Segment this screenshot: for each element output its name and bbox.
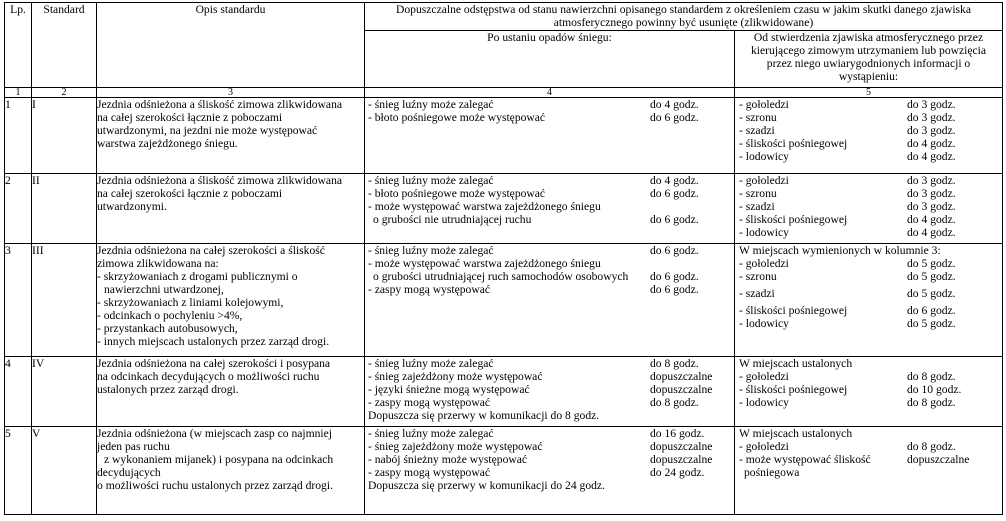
value-limit: do 6 godz.	[650, 283, 699, 296]
value-line	[368, 187, 734, 200]
value-text: o grubości nie utrudniającej ruchu	[373, 213, 532, 226]
value-text: pośniegowa	[744, 466, 800, 479]
row-standard: III	[32, 244, 97, 357]
row-standard: I	[32, 98, 97, 174]
value-line	[739, 304, 1002, 317]
value-limit: do 8 godz.	[650, 357, 699, 370]
value-line	[739, 396, 1002, 409]
value-line	[739, 98, 1002, 111]
description-line: Jezdnia odśnieżona na całej szerokości i posypana	[97, 357, 331, 370]
value-limit: do 6 godz.	[650, 213, 699, 226]
col4-note: Dopuszcza się przerwy w komunikacji do 24 godz.	[368, 479, 605, 492]
table-row	[5, 174, 1003, 244]
value-limit: do 4 godz.	[907, 137, 956, 150]
value-limit: do 3 godz.	[907, 200, 956, 213]
value-line	[368, 453, 734, 466]
value-text: - błoto pośniegowe może występować	[368, 111, 546, 124]
value-text: - śliskości pośniegowej	[739, 137, 848, 150]
value-limit: do 6 godz.	[650, 270, 699, 283]
description-line: - odcinkach o pochyleniu >4%,	[97, 309, 243, 322]
table-row	[5, 357, 1003, 427]
value-line	[368, 440, 734, 453]
value-text: - śnieg luźny może zalegać	[368, 427, 494, 440]
row-standard: IV	[32, 357, 97, 427]
description-line: Jezdnia odśnieżona a śliskość zimowa zlikwidowana	[97, 174, 343, 187]
value-limit: do 6 godz.	[650, 111, 699, 124]
value-limit: do 3 godz.	[907, 98, 956, 111]
value-line	[739, 187, 1002, 200]
description-line: Jezdnia odśnieżona na całej szerokości a śliskość	[97, 244, 325, 257]
value-text: - szronu	[739, 187, 777, 200]
value-line	[739, 370, 1002, 383]
value-text: - szadzi	[739, 287, 775, 300]
value-text: - śnieg luźny może zalegać	[368, 98, 494, 111]
standards-table	[4, 2, 1003, 515]
row-description	[97, 174, 365, 244]
value-limit: do 4 godz.	[907, 150, 956, 163]
table-body	[5, 98, 1003, 515]
value-text: - śliskości pośniegowej	[739, 304, 848, 317]
value-text: - śnieg luźny może zalegać	[368, 174, 494, 187]
value-text: - zaspy mogą występować	[368, 283, 491, 296]
value-line	[368, 370, 734, 383]
description-line: Jezdnia odśnieżona a śliskość zimowa zlikwidowana	[97, 98, 343, 111]
value-limit: dopuszczalne	[650, 383, 713, 396]
value-text: - lodowicy	[739, 226, 789, 239]
value-limit: do 4 godz.	[907, 213, 956, 226]
description-line: o możliwości ruchu ustalonych przez zarząd drogi.	[97, 479, 333, 492]
value-text: - gołoledzi	[739, 370, 789, 383]
header-lp: Lp.	[5, 3, 32, 88]
description-line: - skrzyżowaniach z liniami kolejowymi,	[97, 296, 284, 309]
value-text: - szronu	[739, 270, 777, 283]
value-line	[739, 466, 1002, 479]
value-line	[739, 226, 1002, 239]
value-line	[368, 283, 734, 296]
value-limit: do 5 godz.	[907, 287, 956, 300]
value-limit: do 8 godz.	[650, 396, 699, 409]
description-line: - innych miejscach ustalonych przez zarząd drogi.	[97, 335, 330, 348]
value-text: - szronu	[739, 111, 777, 124]
value-limit: do 3 godz.	[907, 124, 956, 137]
colnum-1: 1	[5, 88, 32, 98]
description-line: jeden pas ruchu	[97, 440, 170, 453]
row-col5	[735, 244, 1003, 357]
description-line: z wykonaniem mijanek) i posypana na odcinkach	[104, 453, 334, 466]
value-limit: do 5 godz.	[907, 257, 956, 270]
value-text: - gołoledzi	[739, 174, 789, 187]
description-line: - skrzyżowaniach z drogami publicznymi o	[97, 270, 298, 283]
value-limit: do 10 godz.	[907, 383, 962, 396]
row-col5	[735, 98, 1003, 174]
value-limit: do 6 godz.	[650, 244, 699, 257]
row-lp: 2	[5, 174, 32, 244]
value-line	[368, 383, 734, 396]
value-limit: do 3 godz.	[907, 187, 956, 200]
value-limit: do 3 godz.	[907, 111, 956, 124]
value-text: - lodowicy	[739, 396, 789, 409]
value-limit: do 6 godz.	[650, 187, 699, 200]
value-limit: dopuszczalne	[650, 370, 713, 383]
description-line: na całej szerokości łącznie z poboczami	[97, 111, 283, 124]
description-line: decydujących	[97, 466, 161, 479]
row-col4	[365, 174, 735, 244]
value-line	[739, 383, 1002, 396]
value-line	[739, 317, 1002, 330]
row-lp: 1	[5, 98, 32, 174]
row-col4	[365, 357, 735, 427]
value-line	[739, 200, 1002, 213]
value-line	[368, 111, 734, 124]
description-line: ustalonych przez zarząd drogi.	[97, 383, 239, 396]
row-description	[97, 427, 365, 515]
value-limit: do 8 godz.	[907, 396, 956, 409]
description-line: utwardzonymi, na jezdni nie może występować	[97, 124, 318, 137]
value-limit: do 3 godz.	[907, 174, 956, 187]
value-text: - szadzi	[739, 124, 775, 137]
value-limit: do 4 godz.	[907, 226, 956, 239]
value-line	[739, 213, 1002, 226]
value-line	[368, 98, 734, 111]
value-text: - śnieg luźny może zalegać	[368, 357, 494, 370]
description-line: utwardzonymi.	[97, 200, 167, 213]
description-line: - przystankach autobusowych,	[97, 322, 238, 335]
value-text: - może występować śliskość	[739, 453, 871, 466]
table-row	[5, 98, 1003, 174]
value-line	[368, 427, 734, 440]
description-line: na odcinkach decydujących o możliwości ruchu	[97, 370, 320, 383]
value-line	[368, 244, 734, 257]
value-line	[368, 270, 734, 283]
value-limit: do 5 godz.	[907, 270, 956, 283]
row-col5	[735, 174, 1003, 244]
value-limit: do 6 godz.	[907, 304, 956, 317]
row-standard: II	[32, 174, 97, 244]
row-col5	[735, 427, 1003, 515]
value-line	[368, 257, 734, 270]
value-text: - lodowicy	[739, 150, 789, 163]
description-line: nawierzchni utwardzonej,	[104, 283, 224, 296]
header-standard: Standard	[32, 3, 97, 88]
value-line	[739, 174, 1002, 187]
description-line: zimowa zlikwidowana na:	[97, 257, 219, 270]
value-text: - języki śnieżne mogą występować	[368, 383, 530, 396]
value-limit: dopuszczalne	[907, 453, 970, 466]
value-text: - zaspy mogą występować	[368, 396, 491, 409]
value-line	[368, 396, 734, 409]
value-line	[368, 213, 734, 226]
value-text: - może występować warstwa zajeżdżonego śniegu	[368, 257, 601, 270]
value-line	[368, 174, 734, 187]
value-limit: dopuszczalne	[650, 453, 713, 466]
value-text: - śliskości pośniegowej	[739, 213, 848, 226]
row-col4	[365, 427, 735, 515]
col5-intro: W miejscach wymienionych w kolumnie 3:	[739, 244, 941, 257]
value-line	[368, 466, 734, 479]
row-lp: 3	[5, 244, 32, 357]
value-text: - gołoledzi	[739, 98, 789, 111]
table-row	[5, 244, 1003, 357]
header-dopuszczalne: Dopuszczalne odstępstwa od stanu nawierzchni opisanego standardem z określeniem czasu w jakim skutki danego zjawiska atmosferycznego powinny być usunięte (zlikwidowane)	[365, 3, 1003, 31]
value-line	[739, 270, 1002, 283]
col4-note: Dopuszcza się przerwy w komunikacji do 8 godz.	[368, 409, 600, 422]
value-limit: do 8 godz.	[907, 370, 956, 383]
value-line	[739, 287, 1002, 300]
value-text: - błoto pośniegowe może występować	[368, 187, 546, 200]
value-text: - śnieg luźny może zalegać	[368, 244, 494, 257]
col5-intro: W miejscach ustalonych	[739, 357, 853, 370]
colnum-5: 5	[735, 88, 1003, 98]
colnum-4: 4	[365, 88, 735, 98]
row-col5	[735, 357, 1003, 427]
value-limit: do 4 godz.	[650, 98, 699, 111]
value-text: - szadzi	[739, 200, 775, 213]
row-lp: 4	[5, 357, 32, 427]
value-line	[739, 137, 1002, 150]
header-col5: Od stwierdzenia zjawiska atmosferycznego przez kierującego zimowym utrzymaniem lub powzięcia przez niego uwiarygodnionych informacji o wystąpieniu:	[735, 31, 1003, 88]
description-line: na całej szerokości łącznie z poboczami	[97, 187, 283, 200]
value-text: - może występować warstwa zajeżdżonego śniegu	[368, 200, 601, 213]
value-limit: do 24 godz.	[650, 466, 705, 479]
value-limit: do 5 godz.	[907, 317, 956, 330]
value-limit: do 16 godz.	[650, 427, 705, 440]
value-text: - zaspy mogą występować	[368, 466, 491, 479]
row-lp: 5	[5, 427, 32, 515]
value-text: - śnieg zajeżdżony może występować	[368, 370, 543, 383]
value-line	[739, 440, 1002, 453]
row-col4	[365, 244, 735, 357]
header-col4: Po ustaniu opadów śniegu:	[365, 31, 735, 88]
description-line: Jezdnia odśnieżona (w miejscach zasp co najmniej	[97, 427, 333, 440]
colnum-2: 2	[32, 88, 97, 98]
value-line	[739, 124, 1002, 137]
row-col4	[365, 98, 735, 174]
value-text: - gołoledzi	[739, 440, 789, 453]
value-line	[739, 453, 1002, 466]
table-row	[5, 427, 1003, 515]
row-description	[97, 244, 365, 357]
value-limit: do 4 godz.	[650, 174, 699, 187]
value-limit: dopuszczalne	[650, 440, 713, 453]
value-line	[368, 200, 734, 213]
value-line	[739, 150, 1002, 163]
value-text: o grubości utrudniającej ruch samochodów osobowych	[373, 270, 629, 283]
colnum-3: 3	[97, 88, 365, 98]
col5-intro: W miejscach ustalonych	[739, 427, 853, 440]
value-line	[739, 111, 1002, 124]
value-line	[368, 357, 734, 370]
row-description	[97, 357, 365, 427]
value-line	[739, 257, 1002, 270]
value-text: - gołoledzi	[739, 257, 789, 270]
value-limit: do 8 godz.	[907, 440, 956, 453]
value-text: - lodowicy	[739, 317, 789, 330]
description-line: warstwa zajeżdżonego śniegu.	[97, 137, 238, 150]
value-text: - nabój śnieżny może występować	[368, 453, 528, 466]
value-text: - śliskości pośniegowej	[739, 383, 848, 396]
value-text: - śnieg zajeżdżony może występować	[368, 440, 543, 453]
row-standard: V	[32, 427, 97, 515]
header-opis: Opis standardu	[97, 3, 365, 88]
row-description	[97, 98, 365, 174]
